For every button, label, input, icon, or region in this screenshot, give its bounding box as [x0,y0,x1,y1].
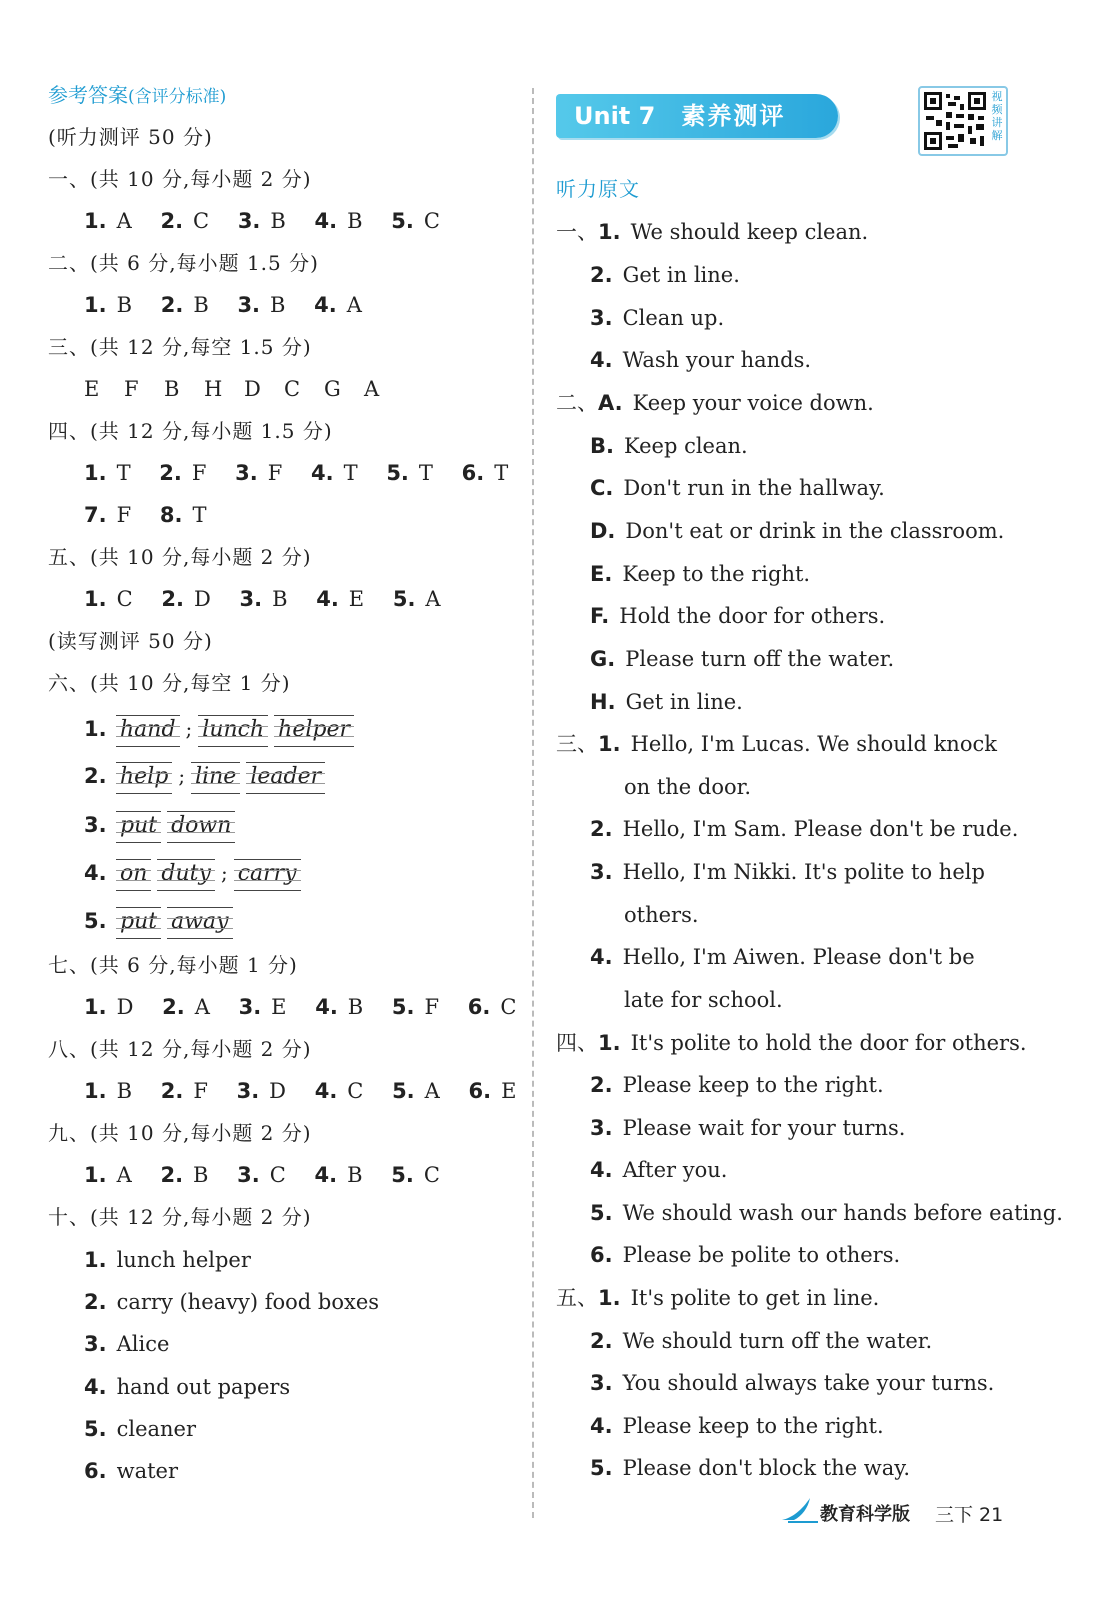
answer-item: 2. F [159,461,207,485]
section-3-answers [84,374,404,404]
column-divider [532,88,534,1518]
answer-item: 2. D [161,587,211,611]
handwritten-answer: line [191,762,240,794]
transcript-line: 2. Please keep to the right. [590,1073,884,1097]
section-1-answers [84,206,462,236]
section-5-answers [84,584,463,614]
answer-item: 5. A [392,587,441,611]
handwritten-answer: carry [234,859,301,891]
handwritten-answer: down [167,811,235,843]
handwritten-answer: leader [246,762,325,794]
answer-item: 2. A [162,995,210,1019]
transcript-line: E. Keep to the right. [590,562,811,586]
section-7-label: 七、(共 6 分,每小题 1 分) [48,953,298,977]
answer-item: 3. B [239,587,288,611]
answer-item: 1. C [84,587,133,611]
answer-item: 3. B [237,293,286,317]
transcript-line: 6. Please be polite to others. [590,1243,901,1267]
answer-item: 2. C [160,209,210,233]
section-8-answers [84,1076,538,1106]
section-9-answers [84,1160,462,1190]
answer-item: 5. C [391,209,440,233]
section-8-label: 八、(共 12 分,每小题 2 分) [48,1037,312,1061]
answer-item: 6. E [468,1079,517,1103]
handwriting-row-1: 1. hand ; lunch helper [84,714,360,747]
handwritten-answer: helper [274,715,354,747]
transcript-line: 3. Clean up. [590,306,725,330]
answer-item: 1. A [84,1163,132,1187]
answer-item: 7. F [84,503,132,527]
answer-item: 5. C [391,1163,440,1187]
section-2-label: 二、(共 6 分,每小题 1.5 分) [48,251,319,275]
handwritten-answer: on [116,859,151,891]
transcript-line: B. Keep clean. [590,434,748,458]
handwriting-row-4: 4. on duty ; carry [84,858,307,891]
transcript-line: 5. We should wash our hands before eating. [590,1201,1063,1225]
section-3-label: 三、(共 12 分,每空 1.5 分) [48,335,312,359]
answer-item: 1. B [84,1079,133,1103]
section-4-label: 四、(共 12 分,每小题 1.5 分) [48,419,333,443]
handwritten-answer: hand [116,715,180,747]
handwritten-answer: help [116,762,172,794]
answer-item: 6. C [467,995,517,1019]
transcript-line: 二、A. Keep your voice down. [556,391,874,415]
qr-caption: 视频讲解 [991,90,1003,142]
answer-item: 3. D [236,1079,287,1103]
section-10-answer: 5. cleaner [84,1417,197,1441]
section-9-label: 九、(共 10 分,每小题 2 分) [48,1121,312,1145]
handwritten-answer: lunch [198,715,268,747]
section-10-answer: 3. Alice [84,1332,170,1356]
answer-item: 4. A [314,293,362,317]
section-4-answers [84,458,530,488]
answer-item: 5. T [386,461,433,485]
handwritten-answer: put [116,907,161,939]
answer-item: 4. B [314,209,363,233]
answer-letter: A [364,377,380,401]
section-10-answer: 6. water [84,1459,178,1483]
handwritten-answer: duty [157,859,215,891]
answer-item: 4. B [315,995,364,1019]
qr-code-icon[interactable] [918,86,1008,156]
answer-item: 4. T [311,461,358,485]
answer-item: 3. C [237,1163,286,1187]
answer-item: 5. A [392,1079,440,1103]
transcript-line: F. Hold the door for others. [590,604,886,628]
transcript-line: 2. Get in line. [590,263,740,287]
handwriting-row-5: 5. put away [84,906,239,939]
transcript-line: on the door. [624,775,752,799]
section-2-answers [84,290,384,320]
handwritten-answer: put [116,811,161,843]
transcript-line: G. Please turn off the water. [590,647,895,671]
transcript-line: 2. We should turn off the water. [590,1329,933,1353]
transcript-line: 4. Please keep to the right. [590,1414,884,1438]
answer-item: 1. T [84,461,131,485]
transcript-line: 5. Please don't block the way. [590,1456,911,1480]
section-10-answer: 1. lunch helper [84,1248,251,1272]
answer-letter: E [84,377,100,401]
section-10-label: 十、(共 12 分,每小题 2 分) [48,1205,312,1229]
answer-item: 4. E [316,587,365,611]
answer-letter: H [204,377,223,401]
transcript-line: 2. Hello, I'm Sam. Please don't be rude. [590,817,1019,841]
answer-letter: F [124,377,139,401]
answer-title: 参考答案(含评分标准) [48,83,227,107]
transcript-line: late for school. [624,988,783,1012]
answer-item: 1. A [84,209,132,233]
answer-item: 4. C [314,1079,364,1103]
answer-item: 5. F [391,995,440,1019]
section-7-answers [84,992,538,1022]
handwriting-row-3: 3. put down [84,810,241,843]
section-4-answers-2 [84,500,228,530]
answer-item: 6. T [461,461,509,485]
reading-header: (读写测评 50 分) [48,629,213,653]
transcript-line: 4. After you. [590,1158,728,1182]
answer-letter: B [164,377,180,401]
answer-item: 2. B [160,1163,209,1187]
edition-label: 教育科学版 [820,1504,910,1525]
section-10-answer: 4. hand out papers [84,1375,291,1399]
transcript-line: 三、1. Hello, I'm Lucas. We should knock [556,732,997,756]
answer-item: 3. B [237,209,286,233]
answer-letter: C [284,377,301,401]
section-6-label: 六、(共 10 分,每空 1 分) [48,671,291,695]
unit-banner: Unit 7 素养测评 [556,94,838,138]
listening-transcript-title: 听力原文 [556,177,640,201]
bird-logo-icon [780,1496,820,1524]
transcript-line: H. Get in line. [590,690,743,714]
answer-letter: G [324,377,341,401]
transcript-line: 五、1. It's polite to get in line. [556,1286,880,1310]
qr-pattern [924,92,986,150]
answer-item: 4. B [314,1163,363,1187]
transcript-line: D. Don't eat or drink in the classroom. [590,519,1005,543]
transcript-line: 四、1. It's polite to hold the door for others. [556,1031,1027,1055]
transcript-line: C. Don't run in the hallway. [590,476,885,500]
answer-item: 1. B [84,293,133,317]
page-number: 三下 21 [935,1504,1004,1526]
answer-item: 3. E [238,995,287,1019]
listening-header: (听力测评 50 分) [48,125,213,149]
transcript-line: 3. Please wait for your turns. [590,1116,906,1140]
answer-item: 3. F [235,461,283,485]
handwritten-answer: away [167,907,233,939]
transcript-line: 4. Wash your hands. [590,348,812,372]
transcript-line: 4. Hello, I'm Aiwen. Please don't be [590,945,975,969]
handwriting-row-2: 2. help ; line leader [84,761,331,794]
section-10-answer: 2. carry (heavy) food boxes [84,1290,380,1314]
transcript-line: 一、1. We should keep clean. [556,220,869,244]
answer-item: 2. B [160,293,209,317]
answer-item: 1. D [84,995,134,1019]
transcript-line: others. [624,903,699,927]
answer-item: 8. T [159,503,207,527]
answer-item: 2. F [160,1079,208,1103]
answer-letter: D [244,377,261,401]
transcript-line: 3. Hello, I'm Nikki. It's polite to help [590,860,985,884]
section-5-label: 五、(共 10 分,每小题 2 分) [48,545,312,569]
transcript-line: 3. You should always take your turns. [590,1371,995,1395]
section-1-label: 一、(共 10 分,每小题 2 分) [48,167,312,191]
